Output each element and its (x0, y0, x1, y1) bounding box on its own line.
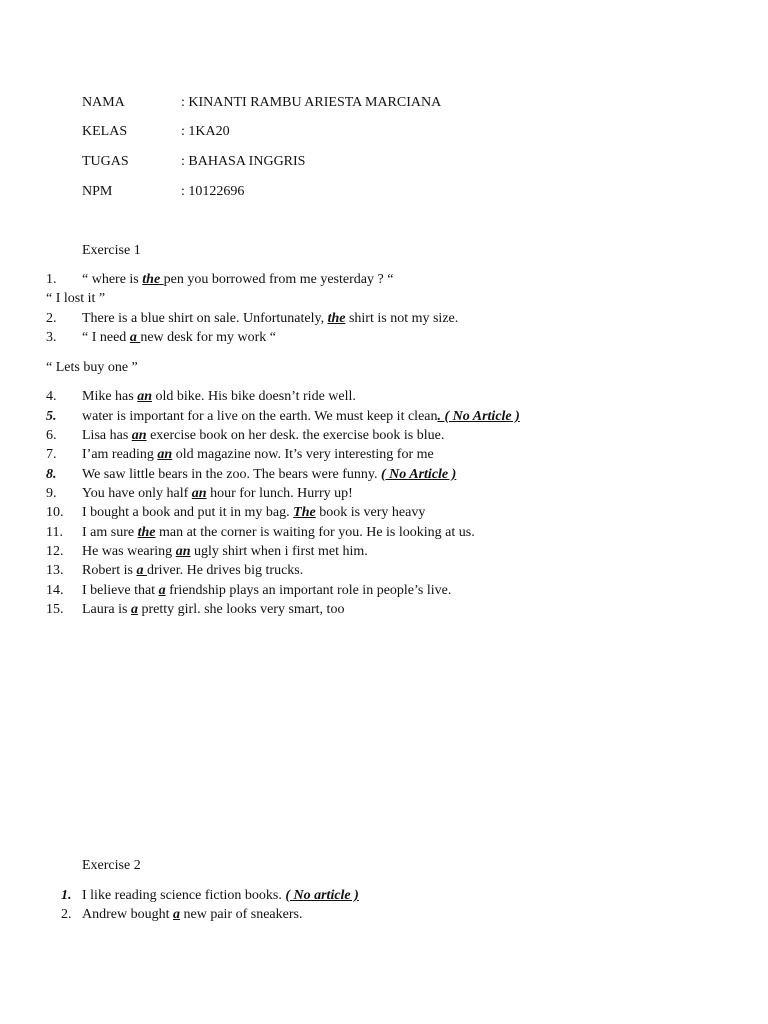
list-item (82, 446, 434, 464)
item-text: I bought a book and put it in my bag. (82, 505, 294, 520)
header-value-npm: : 10122696 (181, 184, 245, 199)
item-number: 4. (46, 389, 57, 404)
item-number: 7. (46, 447, 57, 462)
item-text: “ I need (82, 330, 130, 345)
answer: ( No article ) (285, 888, 359, 903)
item-text: pretty girl. she looks very smart, too (137, 602, 345, 617)
header-value-tugas: : BAHASA INGGRIS (181, 154, 306, 169)
item-text: friendship plays an important role in people’s live. (165, 583, 452, 598)
answer: the (137, 525, 156, 540)
answer: an (131, 428, 147, 443)
item-text: I am sure (82, 525, 138, 540)
item-text: Mike has (82, 389, 138, 404)
header-value-kelas: : 1KA20 (181, 124, 230, 139)
answer: the (327, 311, 346, 326)
item-text: You have only half (82, 486, 192, 501)
item-text: book is very heavy (315, 505, 426, 520)
item-number: 8. (46, 467, 57, 482)
list-item (46, 359, 138, 377)
list-item (82, 271, 393, 289)
item-text: “ I lost it ” (46, 291, 106, 306)
item-text: ugly shirt when i first met him. (190, 544, 368, 559)
item-number: 14. (46, 583, 64, 598)
answer: an (175, 544, 191, 559)
list-item (82, 601, 344, 619)
list-item (82, 329, 276, 347)
answer: a (130, 602, 138, 617)
list-item (82, 427, 444, 445)
answer: ( No Article ) (381, 467, 457, 482)
item-text: “ where is (82, 272, 143, 287)
item-number: 12. (46, 544, 64, 559)
item-text: Andrew bought (82, 907, 173, 922)
list-item (82, 485, 353, 503)
item-text: “ Lets buy one ” (46, 360, 138, 375)
item-text: He was wearing (82, 544, 176, 559)
item-text: There is a blue shirt on sale. Unfortunately, (82, 311, 328, 326)
item-number: 10. (46, 505, 64, 520)
item-text: shirt is not my size. (345, 311, 459, 326)
list-item (82, 582, 451, 600)
item-text: Lisa has (82, 428, 132, 443)
list-item (82, 408, 520, 426)
item-number: 2. (61, 907, 72, 922)
item-text: We saw little bears in the zoo. The bears were funny. (82, 467, 381, 482)
answer: a (129, 330, 141, 345)
item-text: old bike. His bike doesn’t ride well. (152, 389, 356, 404)
list-item (82, 388, 356, 406)
list-item (82, 887, 359, 905)
item-text: man at the corner is waiting for you. He is looking at us. (155, 525, 475, 540)
item-number: 3. (46, 330, 57, 345)
item-text: new desk for my work “ (140, 330, 276, 345)
item-number: 15. (46, 602, 64, 617)
exercise-2-title: Exercise 2 (82, 858, 141, 873)
item-text: exercise book on her desk. the exercise book is blue. (146, 428, 445, 443)
item-text: new pair of sneakers. (180, 907, 303, 922)
list-item (82, 504, 425, 522)
answer: an (191, 486, 207, 501)
list-item (82, 310, 458, 328)
item-number: 13. (46, 563, 64, 578)
answer: an (157, 447, 173, 462)
item-text: hour for lunch. Hurry up! (206, 486, 353, 501)
header-label-nama: NAMA (82, 95, 125, 110)
item-text: water is important for a live on the earth. We must keep it clean (82, 409, 438, 424)
answer: The (293, 505, 316, 520)
item-text: Robert is (82, 563, 137, 578)
item-number: 5. (46, 409, 57, 424)
item-text: old magazine now. It’s very interesting for me (172, 447, 434, 462)
item-number: 9. (46, 486, 57, 501)
answer: a (136, 563, 147, 578)
list-item (82, 906, 302, 924)
item-number: 11. (46, 525, 63, 540)
header-label-npm: NPM (82, 184, 113, 199)
item-text: I like reading science fiction books. (82, 888, 286, 903)
item-number: 1. (46, 272, 57, 287)
item-text: Laura is (82, 602, 131, 617)
list-item (46, 290, 105, 308)
item-text: I believe that (82, 583, 159, 598)
list-item (82, 466, 456, 484)
header-value-nama: : KINANTI RAMBU ARIESTA MARCIANA (181, 95, 442, 110)
item-text: pen you borrowed from me yesterday ? “ (163, 272, 394, 287)
item-number: 1. (61, 888, 72, 903)
item-number: 2. (46, 311, 57, 326)
header-label-kelas: KELAS (82, 124, 128, 139)
list-item (82, 562, 303, 580)
answer: the (142, 272, 164, 287)
list-item (82, 543, 368, 561)
exercise-1-title: Exercise 1 (82, 243, 141, 258)
header-label-tugas: TUGAS (82, 154, 129, 169)
item-number: 6. (46, 428, 57, 443)
answer: . ( No Article ) (437, 409, 520, 424)
item-text: driver. He drives big trucks. (146, 563, 304, 578)
item-text: I’am reading (82, 447, 158, 462)
list-item (82, 524, 475, 542)
answer: a (158, 583, 166, 598)
answer: a (173, 907, 180, 922)
answer: an (137, 389, 153, 404)
